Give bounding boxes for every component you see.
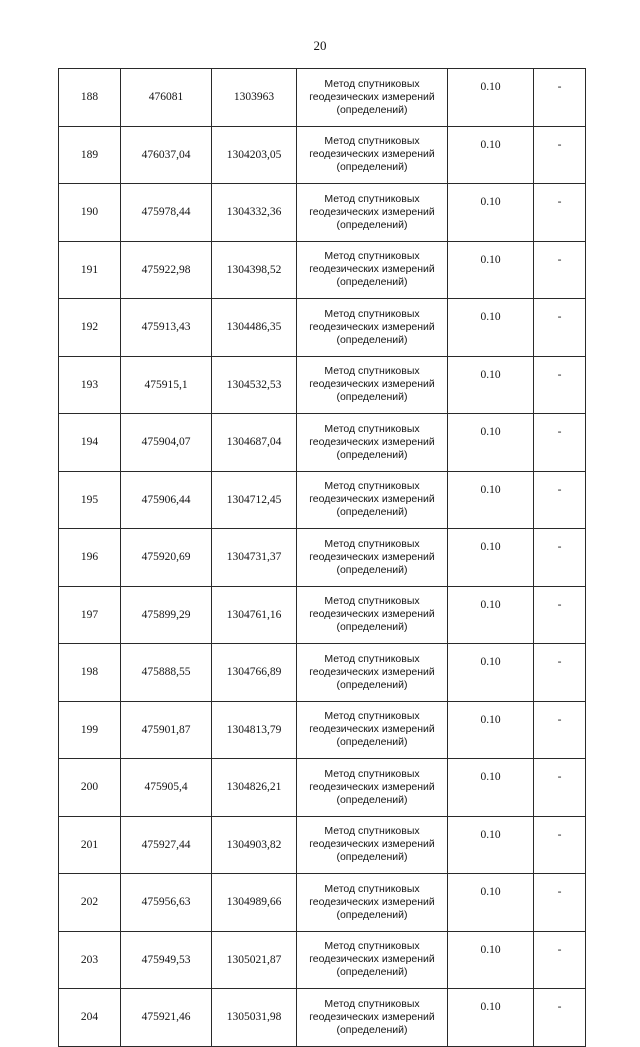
table-row [59,356,586,414]
y-coordinate-cell: 1304731,37 [212,529,297,587]
method-line: (определений) [336,391,408,404]
y-coordinate-cell: 1304766,89 [212,644,297,702]
point-number-cell: 191 [59,241,121,299]
method-line: геодезических измерений [309,205,435,218]
x-coordinate-cell: 475956,63 [121,874,212,932]
accuracy-cell: 0.10 [448,414,534,472]
y-coordinate-cell: 1305021,87 [212,931,297,989]
table-row [59,414,586,472]
point-number-cell: 192 [59,299,121,357]
table-row [59,529,586,587]
description-cell: - [534,241,586,299]
method-line: (определений) [336,793,408,806]
description-cell: - [534,529,586,587]
point-number-cell: 189 [59,126,121,184]
x-coordinate-cell: 475913,43 [121,299,212,357]
method-line: Метод спутниковых [324,882,420,895]
coordinates-table-body [59,69,586,1047]
y-coordinate-cell: 1304486,35 [212,299,297,357]
method-line: (определений) [336,448,408,461]
x-coordinate-cell: 475905,4 [121,759,212,817]
x-coordinate-cell: 475888,55 [121,644,212,702]
method-line: Метод спутниковых [324,480,420,493]
method-line: (определений) [336,736,408,749]
y-coordinate-cell: 1304532,53 [212,356,297,414]
accuracy-cell: 0.10 [448,299,534,357]
method-line: геодезических измерений [309,608,435,621]
table-row [59,701,586,759]
method-line: Метод спутниковых [324,365,420,378]
y-coordinate-cell: 1304826,21 [212,759,297,817]
method-line: (определений) [336,966,408,979]
table-row [59,184,586,242]
table-row [59,69,586,127]
method-line: (определений) [336,506,408,519]
table-row [59,241,586,299]
y-coordinate-cell: 1304813,79 [212,701,297,759]
x-coordinate-cell: 476081 [121,69,212,127]
coordinates-table [58,68,586,1047]
method-line: (определений) [336,851,408,864]
accuracy-cell: 0.10 [448,184,534,242]
accuracy-cell: 0.10 [448,126,534,184]
description-cell: - [534,414,586,472]
accuracy-cell: 0.10 [448,644,534,702]
y-coordinate-cell: 1304712,45 [212,471,297,529]
method-line: геодезических измерений [309,780,435,793]
method-line: Метод спутниковых [324,135,420,148]
description-cell: - [534,816,586,874]
description-cell: - [534,356,586,414]
method-line: геодезических измерений [309,263,435,276]
method-line: (определений) [336,908,408,921]
accuracy-cell: 0.10 [448,989,534,1047]
table-row [59,816,586,874]
method-line: геодезических измерений [309,320,435,333]
description-cell: - [534,586,586,644]
point-number-cell: 193 [59,356,121,414]
table-row [59,299,586,357]
accuracy-cell: 0.10 [448,816,534,874]
point-number-cell: 204 [59,989,121,1047]
y-coordinate-cell: 1304398,52 [212,241,297,299]
accuracy-cell: 0.10 [448,241,534,299]
method-cell [297,414,448,472]
accuracy-cell: 0.10 [448,69,534,127]
method-line: Метод спутниковых [324,825,420,838]
point-number-cell: 197 [59,586,121,644]
method-cell [297,356,448,414]
method-line: геодезических измерений [309,895,435,908]
method-line: (определений) [336,161,408,174]
description-cell: - [534,299,586,357]
method-line: (определений) [336,563,408,576]
description-cell: - [534,874,586,932]
x-coordinate-cell: 475906,44 [121,471,212,529]
method-line: геодезических измерений [309,1010,435,1023]
point-number-cell: 199 [59,701,121,759]
description-cell: - [534,644,586,702]
point-number-cell: 198 [59,644,121,702]
method-line: геодезических измерений [309,953,435,966]
method-line: Метод спутниковых [324,767,420,780]
method-line: геодезических измерений [309,148,435,161]
method-line: (определений) [336,276,408,289]
method-line: геодезических измерений [309,90,435,103]
method-line: (определений) [336,103,408,116]
accuracy-cell: 0.10 [448,701,534,759]
y-coordinate-cell: 1304989,66 [212,874,297,932]
page-number: 20 [313,38,327,53]
x-coordinate-cell: 475904,07 [121,414,212,472]
x-coordinate-cell: 475899,29 [121,586,212,644]
y-coordinate-cell: 1305031,98 [212,989,297,1047]
method-cell [297,816,448,874]
description-cell: - [534,126,586,184]
method-cell [297,701,448,759]
point-number-cell: 203 [59,931,121,989]
method-cell [297,586,448,644]
method-cell [297,644,448,702]
method-cell [297,69,448,127]
x-coordinate-cell: 475922,98 [121,241,212,299]
y-coordinate-cell: 1304903,82 [212,816,297,874]
x-coordinate-cell: 475921,46 [121,989,212,1047]
method-cell [297,471,448,529]
description-cell: - [534,701,586,759]
x-coordinate-cell: 475927,44 [121,816,212,874]
method-line: Метод спутниковых [324,997,420,1010]
description-cell: - [534,759,586,817]
accuracy-cell: 0.10 [448,471,534,529]
table-row [59,989,586,1047]
accuracy-cell: 0.10 [448,874,534,932]
description-cell: - [534,184,586,242]
method-line: геодезических измерений [309,435,435,448]
method-line: Метод спутниковых [324,77,420,90]
point-number-cell: 194 [59,414,121,472]
description-cell: - [534,471,586,529]
y-coordinate-cell: 1303963 [212,69,297,127]
table-row [59,931,586,989]
description-cell: - [534,989,586,1047]
method-line: Метод спутниковых [324,595,420,608]
y-coordinate-cell: 1304332,36 [212,184,297,242]
method-line: геодезических измерений [309,378,435,391]
x-coordinate-cell: 475978,44 [121,184,212,242]
method-cell [297,931,448,989]
y-coordinate-cell: 1304203,05 [212,126,297,184]
x-coordinate-cell: 476037,04 [121,126,212,184]
accuracy-cell: 0.10 [448,529,534,587]
accuracy-cell: 0.10 [448,356,534,414]
table-row [59,759,586,817]
method-line: Метод спутниковых [324,307,420,320]
method-line: Метод спутниковых [324,940,420,953]
x-coordinate-cell: 475901,87 [121,701,212,759]
method-line: геодезических измерений [309,838,435,851]
method-line: (определений) [336,678,408,691]
accuracy-cell: 0.10 [448,931,534,989]
method-cell [297,759,448,817]
x-coordinate-cell: 475915,1 [121,356,212,414]
method-line: Метод спутниковых [324,537,420,550]
description-cell: - [534,69,586,127]
method-line: геодезических измерений [309,723,435,736]
table-row [59,471,586,529]
accuracy-cell: 0.10 [448,759,534,817]
method-line: (определений) [336,333,408,346]
method-cell [297,299,448,357]
point-number-cell: 190 [59,184,121,242]
method-line: геодезических измерений [309,493,435,506]
y-coordinate-cell: 1304687,04 [212,414,297,472]
x-coordinate-cell: 475920,69 [121,529,212,587]
method-line: Метод спутниковых [324,250,420,263]
point-number-cell: 200 [59,759,121,817]
method-cell [297,184,448,242]
table-row [59,126,586,184]
point-number-cell: 201 [59,816,121,874]
x-coordinate-cell: 475949,53 [121,931,212,989]
method-line: Метод спутниковых [324,710,420,723]
method-line: Метод спутниковых [324,652,420,665]
method-line: геодезических измерений [309,550,435,563]
method-line: (определений) [336,218,408,231]
table-row [59,586,586,644]
method-line: (определений) [336,621,408,634]
point-number-cell: 202 [59,874,121,932]
method-line: геодезических измерений [309,665,435,678]
y-coordinate-cell: 1304761,16 [212,586,297,644]
description-cell: - [534,931,586,989]
method-cell [297,529,448,587]
table-row [59,874,586,932]
method-cell [297,241,448,299]
method-cell [297,989,448,1047]
method-cell [297,126,448,184]
method-cell [297,874,448,932]
point-number-cell: 196 [59,529,121,587]
point-number-cell: 188 [59,69,121,127]
method-line: Метод спутниковых [324,422,420,435]
point-number-cell: 195 [59,471,121,529]
accuracy-cell: 0.10 [448,586,534,644]
method-line: Метод спутниковых [324,192,420,205]
method-line: (определений) [336,1023,408,1036]
table-row [59,644,586,702]
